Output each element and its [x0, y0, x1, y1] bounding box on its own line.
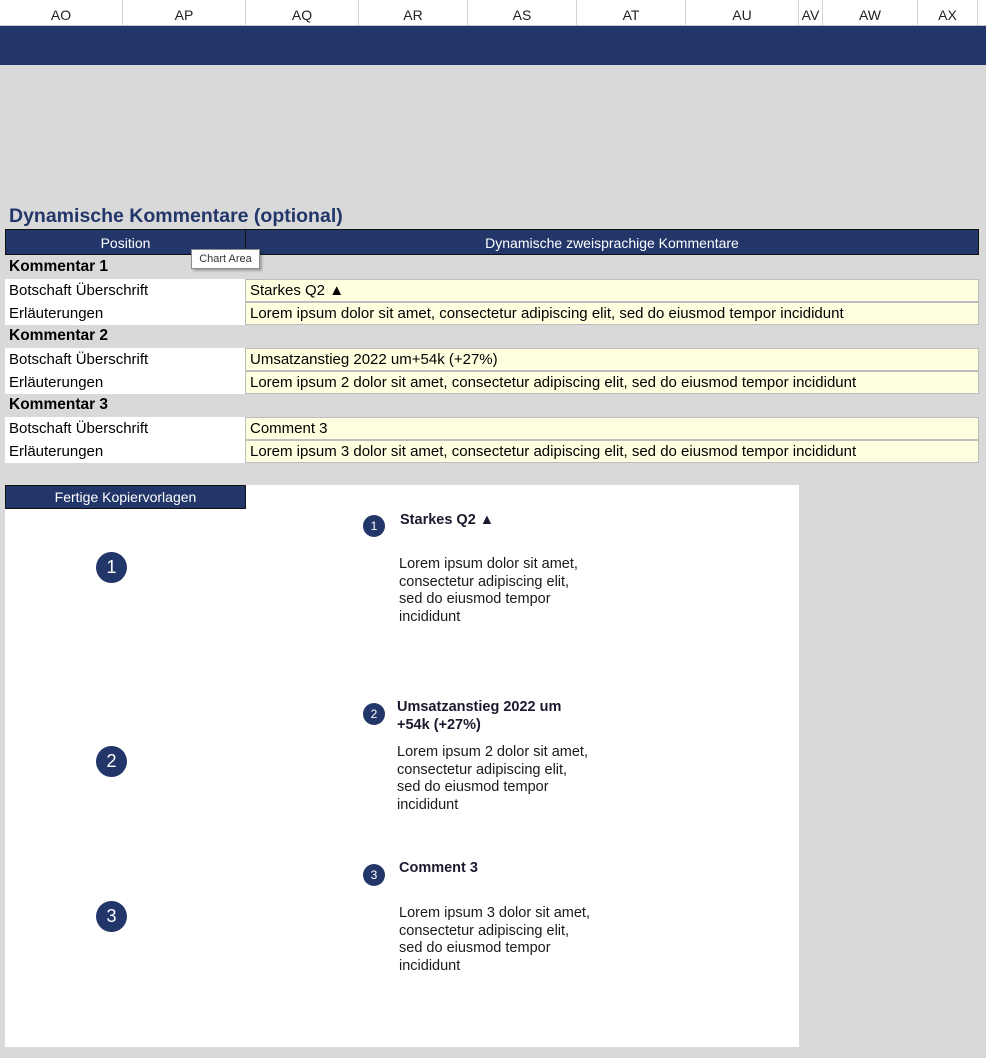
comment-1-label: Kommentar 1: [9, 258, 109, 275]
comment-1-details-label: Erläuterungen: [5, 302, 246, 325]
column-header-ar[interactable]: AR: [359, 0, 468, 25]
comment-1-details-cell[interactable]: Lorem ipsum dolor sit amet, consectetur adipiscing elit, sed do eiusmod tempor incididunt: [245, 302, 979, 325]
card-3-body-line: sed do eiusmod tempor: [399, 940, 551, 956]
card-3-title-line: Comment 3: [399, 860, 478, 876]
column-header-aw[interactable]: AW: [823, 0, 918, 25]
chart-area-tooltip: Chart Area: [191, 249, 260, 269]
column-header-au[interactable]: AU: [686, 0, 799, 25]
badge-1[interactable]: 1: [96, 552, 127, 583]
card-3-body-line: Lorem ipsum 3 dolor sit amet,: [399, 905, 590, 921]
column-header-ap[interactable]: AP: [123, 0, 246, 25]
comment-1-headline-cell[interactable]: Starkes Q2 ▲: [245, 279, 979, 302]
comment-1-headline-label: Botschaft Überschrift: [5, 279, 246, 302]
badge-2[interactable]: 2: [96, 746, 127, 777]
card-3-body-line: consectetur adipiscing elit,: [399, 922, 570, 939]
card-2-body[interactable]: [397, 744, 607, 814]
comment-2-label: Kommentar 2: [9, 327, 109, 344]
card-2-body-line: Lorem ipsum 2 dolor sit amet,: [397, 744, 588, 760]
table-header-position: Position: [5, 229, 246, 255]
comment-2-details-label: Erläuterungen: [5, 371, 246, 394]
card-1-title[interactable]: [400, 511, 590, 529]
card-1-body-line: sed do eiusmod tempor: [399, 591, 551, 607]
card-1-body[interactable]: [399, 556, 609, 626]
column-header-ax[interactable]: AX: [918, 0, 978, 25]
card-2-title-line: +54k (+27%): [397, 717, 481, 733]
card-3-body[interactable]: [399, 905, 609, 975]
card-1-number: 1: [363, 515, 385, 537]
templates-header: Fertige Kopiervorlagen: [5, 485, 246, 509]
card-2-body-line: incididunt: [397, 796, 459, 813]
comment-3-details-label: Erläuterungen: [5, 440, 246, 463]
card-1-body-line: Lorem ipsum dolor sit amet,: [399, 556, 578, 572]
card-2-title-line: Umsatzanstieg 2022 um: [397, 699, 562, 715]
comment-2-headline-label: Botschaft Überschrift: [5, 348, 246, 371]
card-1-body-line: consectetur adipiscing elit,: [399, 573, 570, 590]
card-1-body-line: incididunt: [399, 608, 461, 625]
column-header-at[interactable]: AT: [577, 0, 686, 25]
card-2-title[interactable]: [397, 698, 587, 734]
header-banner: [0, 26, 986, 65]
comment-3-headline-cell[interactable]: Comment 3: [245, 417, 979, 440]
column-header-aq[interactable]: AQ: [246, 0, 359, 25]
comment-3-headline-label: Botschaft Überschrift: [5, 417, 246, 440]
column-header-row: [0, 0, 986, 26]
column-header-av[interactable]: AV: [799, 0, 823, 25]
card-2-body-line: sed do eiusmod tempor: [397, 779, 549, 795]
column-header-ao[interactable]: AO: [0, 0, 123, 25]
comment-3-label: Kommentar 3: [9, 396, 109, 413]
card-2-number: 2: [363, 703, 385, 725]
section-title: Dynamische Kommentare (optional): [9, 205, 343, 227]
badge-3[interactable]: 3: [96, 901, 127, 932]
card-1-title-line: Starkes Q2 ▲: [400, 512, 495, 528]
table-header-comments: Dynamische zweisprachige Kommentare: [245, 229, 979, 255]
card-2-body-line: consectetur adipiscing elit,: [397, 761, 568, 778]
comment-2-headline-cell[interactable]: Umsatzanstieg 2022 um+54k (+27%): [245, 348, 979, 371]
comment-2-details-cell[interactable]: Lorem ipsum 2 dolor sit amet, consectetur adipiscing elit, sed do eiusmod tempor incididunt: [245, 371, 979, 394]
card-3-title[interactable]: [399, 859, 589, 877]
column-header-as[interactable]: AS: [468, 0, 577, 25]
card-3-number: 3: [363, 864, 385, 886]
card-3-body-line: incididunt: [399, 957, 461, 974]
comment-3-details-cell[interactable]: Lorem ipsum 3 dolor sit amet, consectetur adipiscing elit, sed do eiusmod tempor incididunt: [245, 440, 979, 463]
